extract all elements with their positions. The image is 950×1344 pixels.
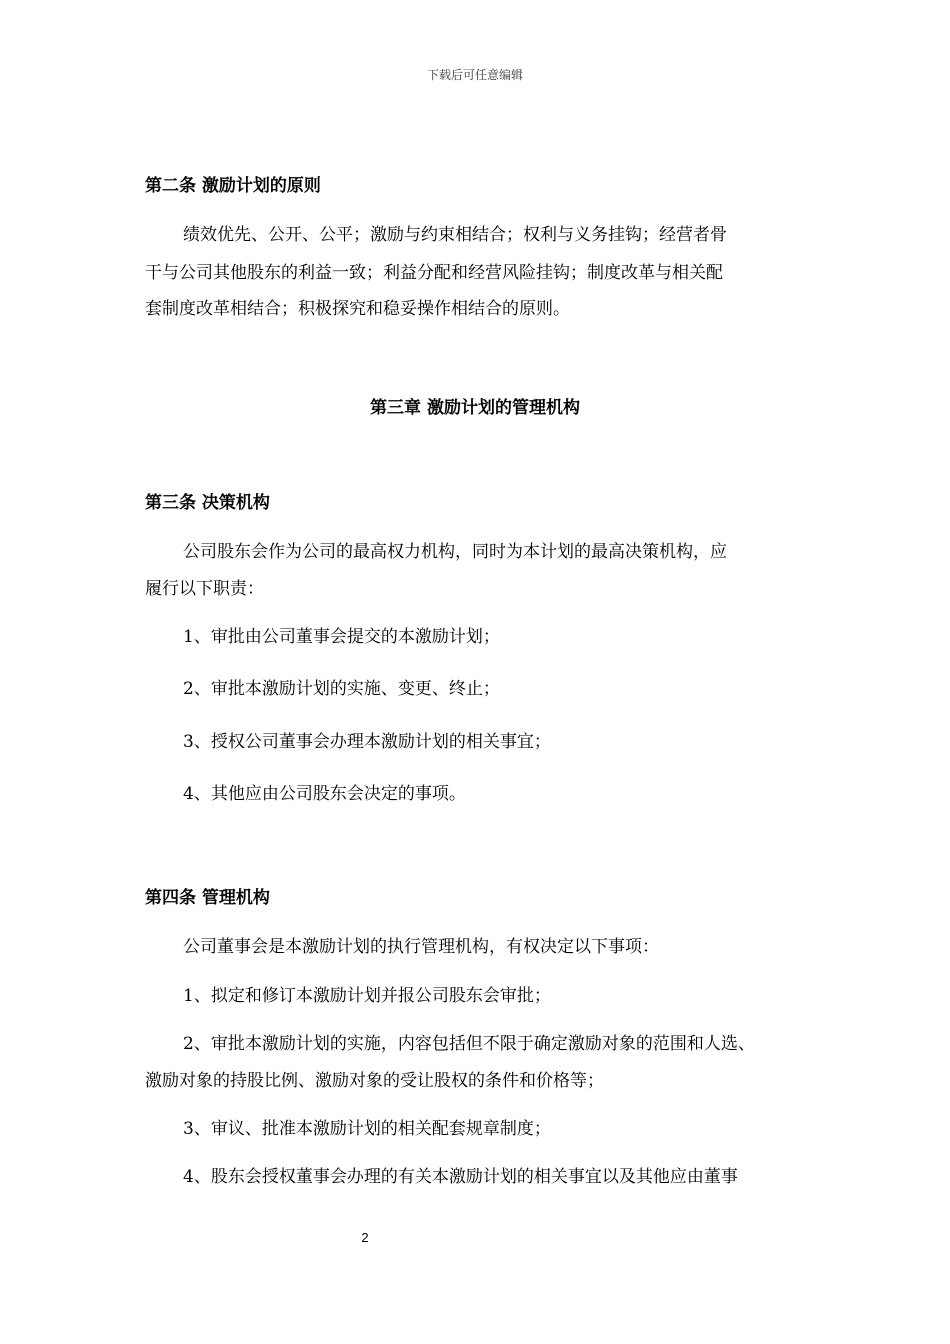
article-4-item-2-line-2: 激励对象的持股比例、激励对象的受让股权的条件和价格等； xyxy=(145,1071,604,1091)
article-2-line-2: 干与公司其他股东的利益一致；利益分配和经营风险挂钩；制度改革与相关配 xyxy=(145,263,723,283)
article-4-item-3: 3、审议、批准本激励计划的相关配套规章制度； xyxy=(183,1119,551,1139)
article-4-item-2-line-1: 2、审批本激励计划的实施，内容包括但不限于确定激励对象的范围和人选、 xyxy=(183,1034,755,1054)
page-header-note: 下载后可任意编辑 xyxy=(426,68,523,82)
article-2-line-3: 套制度改革相结合；积极探究和稳妥操作相结合的原则。 xyxy=(145,299,570,319)
article-4-intro: 公司董事会是本激励计划的执行管理机构，有权决定以下事项： xyxy=(183,937,659,957)
article-3-intro-line-2: 履行以下职责： xyxy=(145,579,264,599)
article-2-title: 第二条 激励计划的原则 xyxy=(145,176,321,196)
article-4-item-4: 4、股东会授权董事会办理的有关本激励计划的相关事宜以及其他应由董事 xyxy=(183,1167,738,1187)
article-3-item-2: 2、审批本激励计划的实施、变更、终止； xyxy=(183,679,500,699)
chapter-3-title: 第三章 激励计划的管理机构 xyxy=(370,398,580,418)
article-3-title: 第三条 决策机构 xyxy=(145,493,270,513)
article-2-line-1: 绩效优先、公开、公平；激励与约束相结合；权利与义务挂钩；经营者骨 xyxy=(183,225,727,245)
article-3-intro-line-1: 公司股东会作为公司的最高权力机构，同时为本计划的最高决策机构，应 xyxy=(183,542,727,562)
article-3-item-1: 1、审批由公司董事会提交的本激励计划； xyxy=(183,627,500,647)
article-3-item-3: 3、授权公司董事会办理本激励计划的相关事宜； xyxy=(183,732,551,752)
page-number: 2 xyxy=(361,1230,369,1245)
article-3-item-4: 4、其他应由公司股东会决定的事项。 xyxy=(183,784,466,804)
article-4-item-1: 1、拟定和修订本激励计划并报公司股东会审批； xyxy=(183,986,551,1006)
article-4-title: 第四条 管理机构 xyxy=(145,888,270,908)
